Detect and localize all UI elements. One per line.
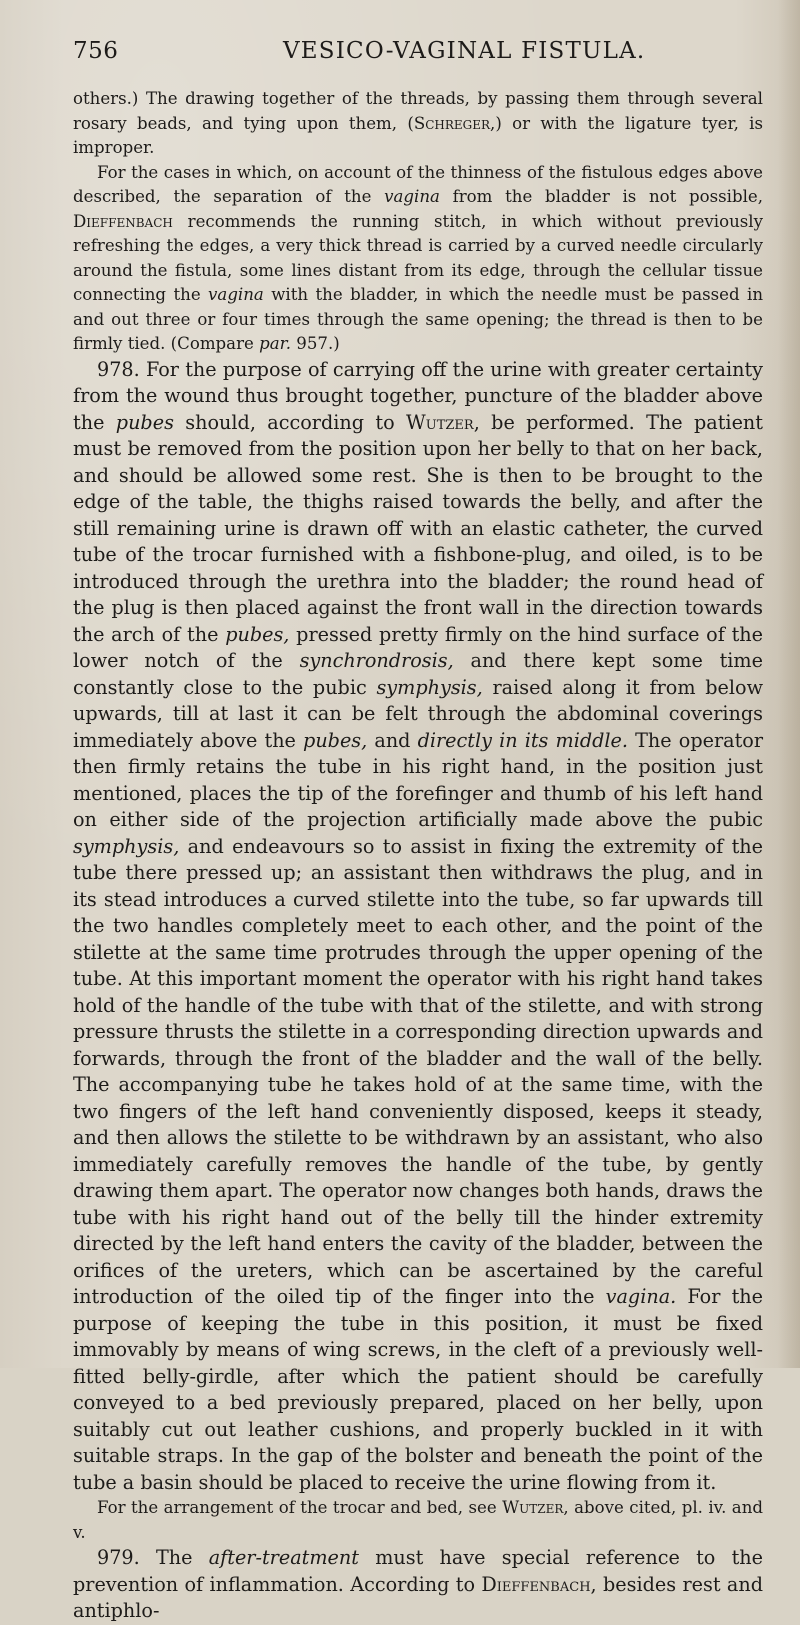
latin-term: pubes, [225,622,290,646]
author-name: Dieffenbach, [481,1572,597,1596]
text-run: from the bladder is not possible, [439,187,764,206]
emphasis-text: after-treatment [208,1546,359,1569]
text-run: and endeavours so to assist in fixing the extremity of the tube there pressed up; an assistant then withdraws the plug, and in its stead introduces a curved stilette into the tube, so far upwards till the two handles completely meet to each other, and the point of the stilette at the same time protrudes through the upper opening of the tube. At this important moment the operator with his right hand takes hold of the handle of the tube with that of the stilette, and with strong pressure thrusts the stilette in a corresponding direction upwards and forwards, through the front of the bladder and the wall of the belly. The accompanying tube he takes hold of at the same time, with the two fingers of the left hand conveniently disposed, keeps it steady, and then allows the stilette to be withdrawn by an assistant, who also immediately carefully removes the handle of the tube, by gently drawing them apart. The operator now changes both hands, draws the tube with his right hand out of the belly till the hinder extremity directed by the left hand enters the cavity of the bladder, between the orifices of the ureters, which can be ascertained by the careful introduction of the oiled tip of the finger into the [73,834,763,1308]
author-name: Dieffenbach [73,211,173,231]
text-run: For the purpose of keeping the tube in this position, it must be fixed immovably by means of wing screws, in the cleft of a previously well-fitted belly-girdle, after which the patient should be carefully conveyed to a bed previously prepared, placed on her belly, upon suitably cut out leather cushions, and properly buckled in it with suitable straps. In the gap of the bolster and beneath the point of the tube a basin should be placed to receive the urine flowing from it. [73,1285,763,1494]
author-name: Wutzer, [406,410,480,434]
page-header [73,38,753,70]
text-run: pressed pretty firmly on the hind surface of the lower notch of the [73,622,763,672]
author-name: Schreger, [413,113,496,133]
latin-term: vagina. [605,1285,677,1308]
page-number: 756 [73,38,119,64]
text-run: and [367,728,418,752]
cross-reference: par. [259,334,292,353]
text-run: 979. The [97,1546,209,1569]
author-name: Wutzer, [502,1498,569,1517]
text-run: besides rest and antiphlo- [73,1572,763,1622]
paragraph-978 [73,357,763,1497]
text-run: The operator then firmly retains the tube in his right hand, in the position just mentioned, places the tip of the forefinger and thumb of his left hand on either side of the projection artificially made above the pubic [73,728,763,831]
page-edge-shadow [778,0,800,1368]
latin-term: vagina [208,285,264,304]
paragraph-arrangement-note [73,1496,763,1545]
text-run: others.) The drawing together of the threads, by passing them through several rosary beads, and tying upon them, ( [73,89,763,133]
latin-term: synchrondrosis, [299,649,454,672]
text-run: and there kept some time constantly close to the pubic [73,649,763,699]
text-run: must have special reference to the prevention of inflammation. According to [73,1546,764,1596]
latin-term: pubes [115,410,174,434]
paragraph-running-stitch [73,161,763,357]
text-run: above cited, pl. iv. and v. [73,1498,763,1542]
text-run: For the arrangement of the trocar and bed, see [97,1498,503,1517]
latin-term: symphysis, [376,675,483,699]
body-text [73,87,763,1625]
paragraph-continuation [73,87,763,161]
emphasis-text: directly in its middle. [417,728,629,752]
text-run: recommends the running stitch, in which without previously refreshing the edges, a very thick thread is carried by a curved needle circularly around the fistula, some lines distant from its edge, through the cellular tissue connecting the [73,211,763,304]
text-run: 978. For the purpose of carrying off the urine with greater certainty from the wound thus brought together, puncture of the bladder above the [73,357,763,434]
running-title: VESICO-VAGINAL FISTULA. [283,38,646,64]
text-run: For the cases in which, on account of the thinness of the fistulous edges above described, the separation of the [73,162,763,206]
latin-term: pubes, [303,728,368,752]
text-run: with the bladder, in which the needle must be passed in and out three or four times through the same opening; the thread is then to be firmly tied. (Compare [73,285,764,353]
text-run: 957.) [291,334,340,353]
text-run: ) or with the ligature tyer, is improper. [73,113,763,157]
latin-term: vagina [384,187,440,206]
text-run: raised along it from below upwards, till at last it can be felt through the abdominal coverings immediately above the [73,675,763,752]
text-run: should, according to [173,410,407,434]
text-run: be performed. The patient must be removed from the position upon her belly to that on her back, and should be allowed some rest. She is then to be brought to the edge of the table, the thighs raised towards the belly, and after the still remaining urine is drawn off with an elastic catheter, the curved tube of the trocar furnished with a fishbone-plug, and oiled, is to be introduced through the urethra into the bladder; the round head of the plug is then placed against the front wall in the direction towards the arch of the [73,410,763,646]
latin-term: symphysis, [73,834,180,858]
paragraph-979 [73,1545,763,1625]
